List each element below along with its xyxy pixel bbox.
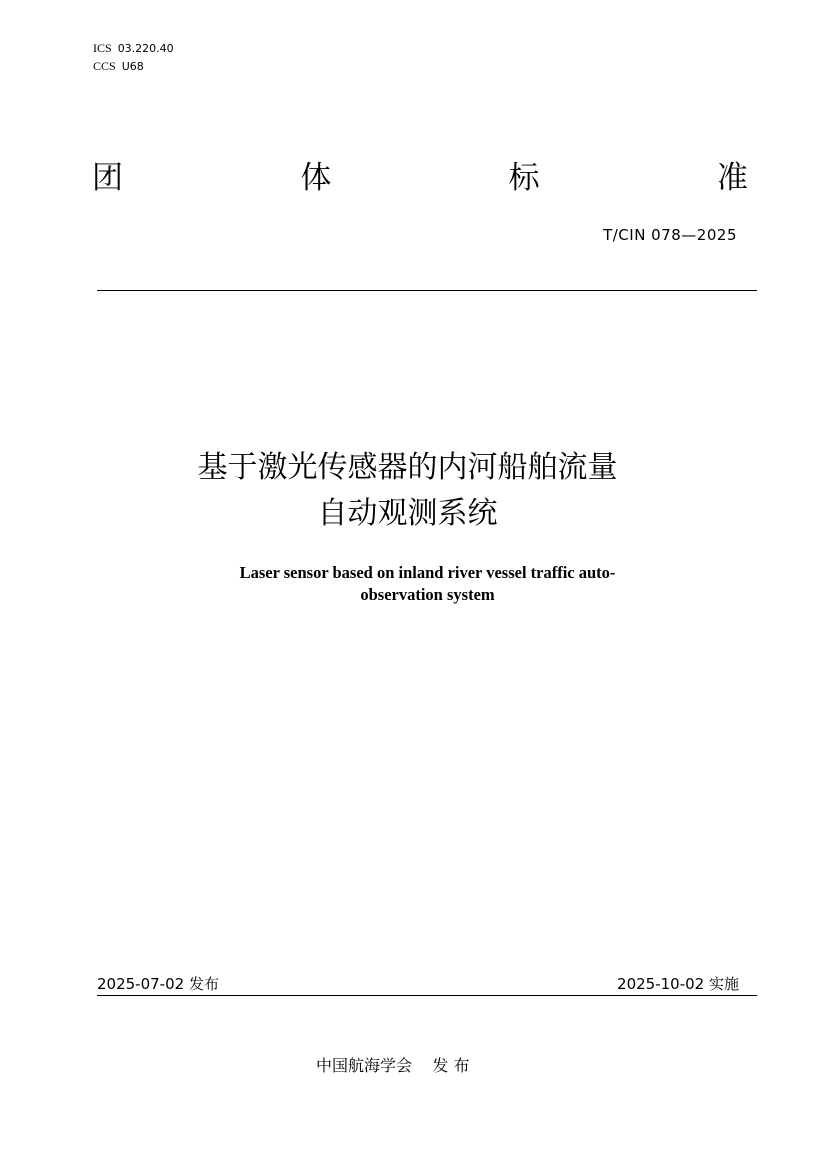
bottom-divider [97, 995, 757, 996]
chinese-title [0, 445, 815, 537]
ics-line [93, 41, 174, 56]
issuer-line [316, 1053, 469, 1076]
standard-type-heading [92, 158, 748, 198]
english-title-line-2: observation system [360, 585, 495, 604]
chinese-title-line-1: 基于激光传感器的内河船舶流量 [197, 450, 618, 485]
standard-type-char-1: 团 [92, 160, 123, 196]
english-title-line-1: Laser sensor based on inland river vessel traffic auto- [239, 563, 616, 582]
ics-value: 03.220.40 [117, 42, 174, 55]
ics-label: ICS [93, 41, 112, 55]
implement-date: 2025-10-02 实施 [617, 975, 739, 993]
standard-number: T/CIN 078—2025 [603, 226, 737, 244]
ccs-line [93, 59, 144, 74]
chinese-title-line-2: 自动观测系统 [317, 496, 498, 531]
standard-type-char-4: 准 [716, 160, 748, 196]
standard-type-char-3: 标 [508, 160, 540, 196]
issuer-organization: 中国航海学会 [316, 1056, 413, 1075]
ccs-value: U68 [121, 60, 144, 73]
issuer-action: 发 布 [432, 1056, 470, 1075]
english-title [0, 562, 815, 606]
standard-type-char-2: 体 [300, 160, 332, 196]
top-divider [97, 290, 757, 291]
ccs-label: CCS [93, 59, 116, 73]
publish-date: 2025-07-02 发布 [97, 975, 219, 993]
